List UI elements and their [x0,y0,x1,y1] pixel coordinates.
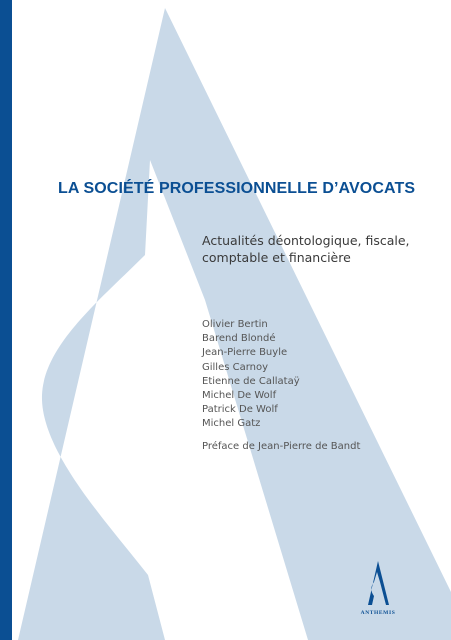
preface-credit: Préface de Jean-Pierre de Bandt [202,441,361,452]
book-subtitle [202,232,442,266]
author-name: Michel De Wolf [202,390,277,402]
anthemis-a-logo-icon [366,560,390,606]
book-title: LA SOCIÉTÉ PROFESSIONNELLE D’AVOCATS [58,180,416,197]
author-name: Patrick De Wolf [202,404,278,416]
author-name: Gilles Carnoy [202,361,269,373]
author-name: Barend Blondé [202,333,276,345]
publisher-logo [358,560,398,620]
publisher-name: ANTHEMIS [360,610,396,616]
author-list [202,318,402,432]
author-name: Michel Gatz [202,418,261,430]
subtitle-line: comptable et financière [202,250,351,265]
author-name: Etienne de Callataÿ [202,375,300,387]
author-name: Jean-Pierre Buyle [202,347,288,359]
author-name: Olivier Bertin [202,319,268,330]
subtitle-line: Actualités déontologique, fiscale, [202,233,410,248]
